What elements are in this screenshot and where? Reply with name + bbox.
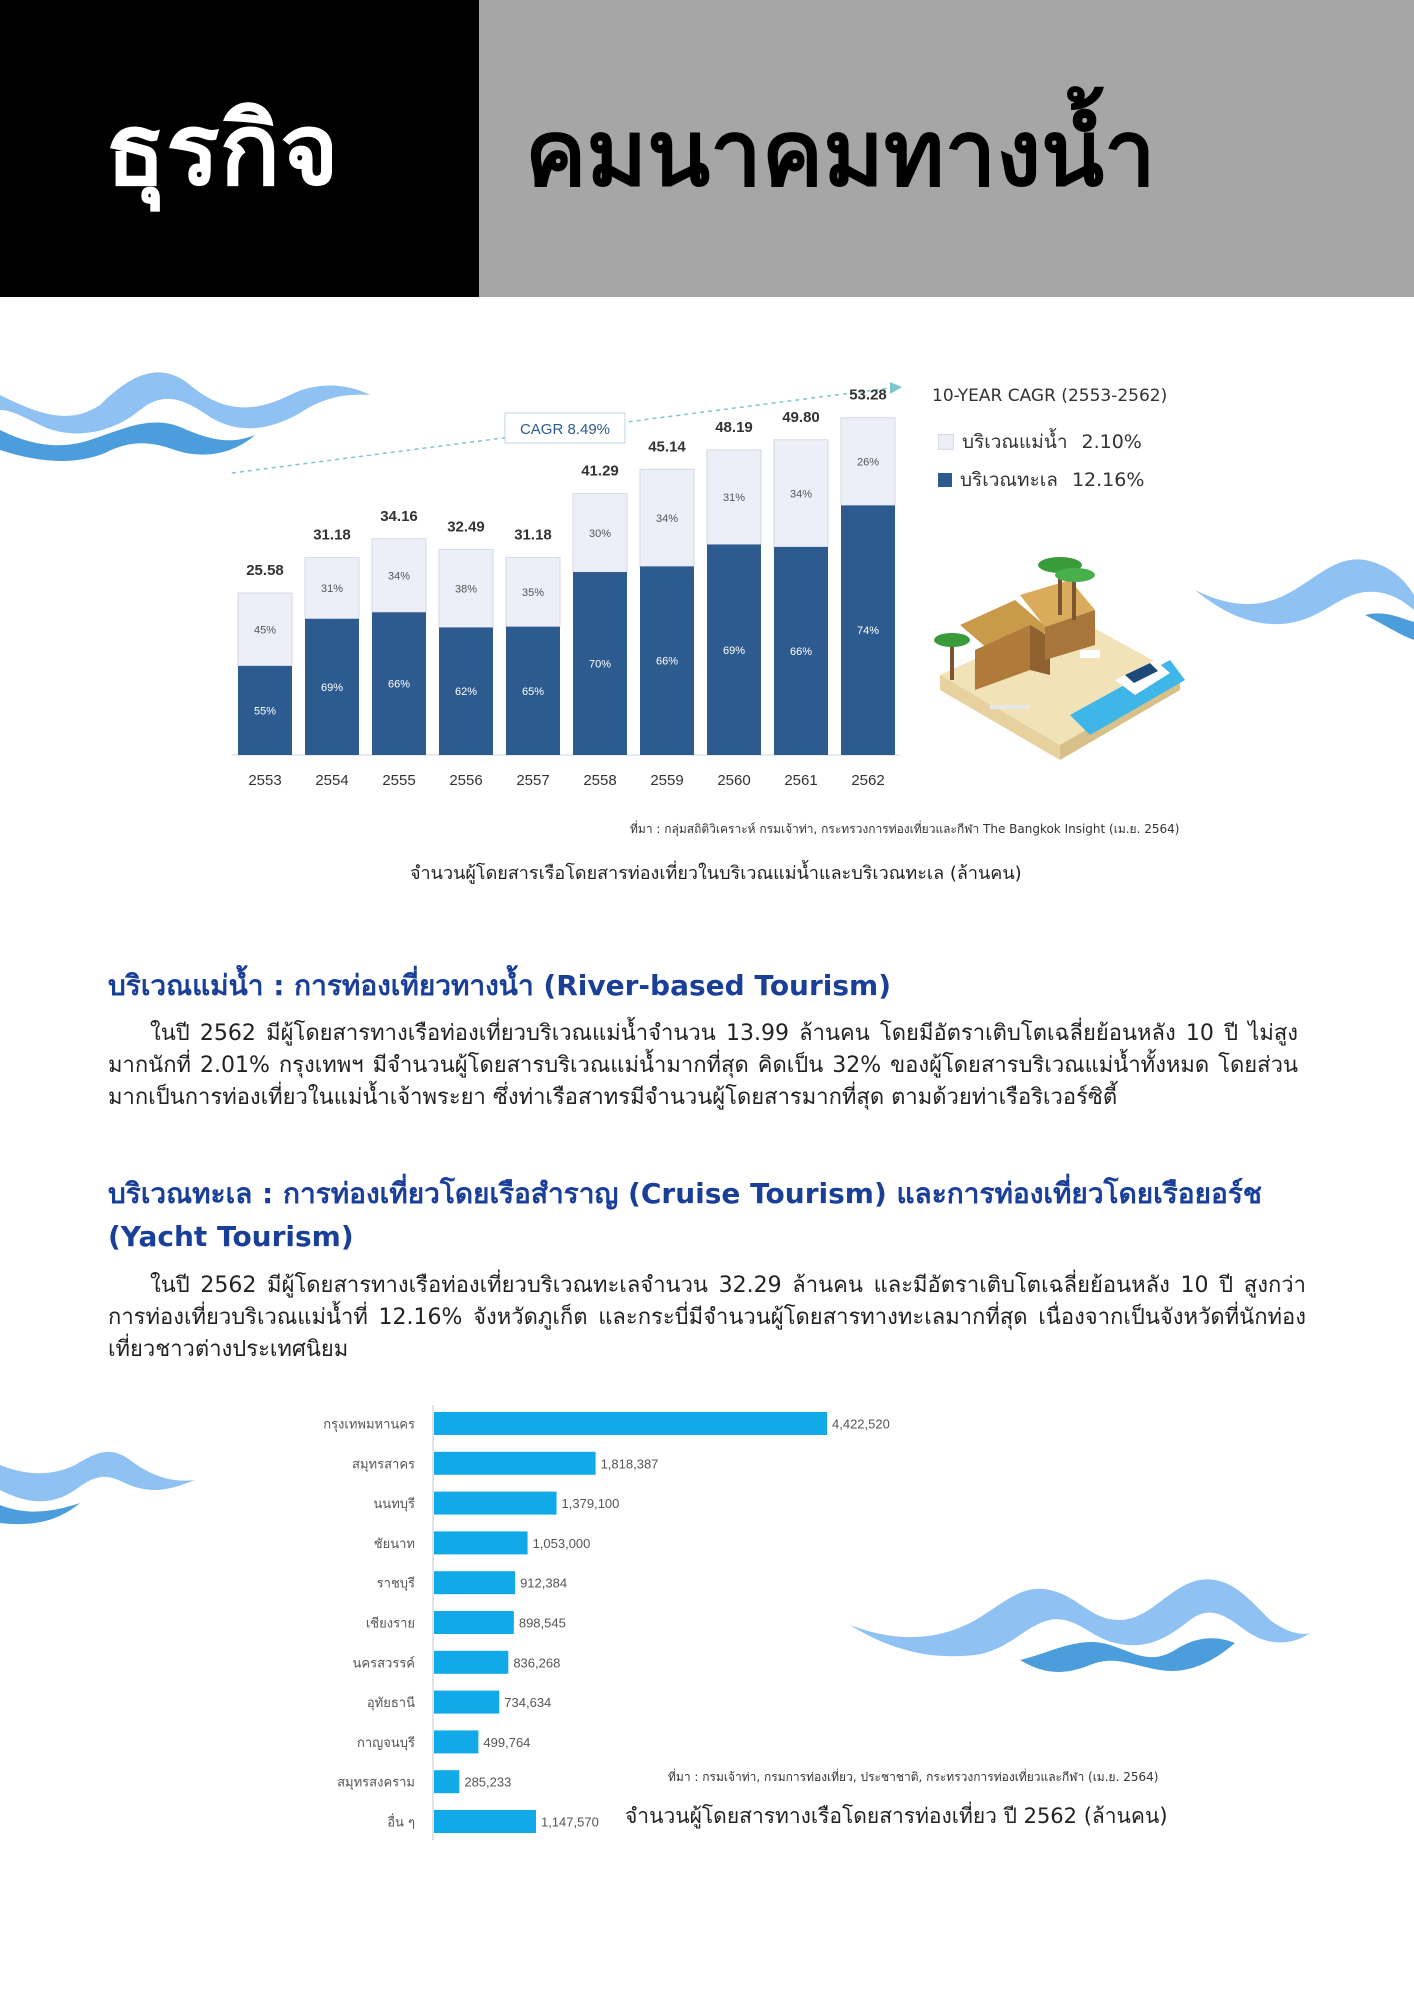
label-total-2556: 32.49 bbox=[447, 518, 485, 536]
hbar-value-7: 734,634 bbox=[504, 1695, 552, 1711]
label-total-2561: 49.80 bbox=[782, 408, 820, 426]
label-river-pct-2553: 45% bbox=[253, 624, 277, 637]
chart1-caption: จำนวนผู้โดยสารเรือโดยสารท่องเที่ยวในบริเวณแม่น้ำและบริเวณทะเล (ล้านคน) bbox=[410, 863, 1022, 884]
x-tick-2554: 2554 bbox=[315, 772, 349, 789]
label-river-pct-2555: 34% bbox=[387, 570, 411, 583]
hbar-1 bbox=[434, 1452, 596, 1475]
label-sea-pct-2560: 69% bbox=[722, 644, 746, 657]
hbar-9 bbox=[434, 1770, 459, 1793]
label-river-pct-2561: 34% bbox=[789, 488, 813, 501]
hbar-category-4: ราชบุรี bbox=[376, 1576, 415, 1592]
hbar-value-6: 836,268 bbox=[513, 1655, 561, 1671]
label-total-2559: 45.14 bbox=[648, 438, 686, 456]
label-river-pct-2562: 26% bbox=[856, 456, 880, 469]
header-title-water-transport: คมนาคมทางน้ำ bbox=[525, 100, 1156, 207]
label-total-2560: 48.19 bbox=[715, 418, 753, 436]
hbar-category-10: อื่น ๆ bbox=[387, 1815, 415, 1831]
section-sea-body: ในปี 2562 มีผู้โดยสารทางเรือท่องเที่ยวบริเวณทะเลจำนวน 32.29 ล้านคน และมีอัตราเติบโตเฉลี่ยย้อนหลัง 10 ปี สูงกว่าการท่องเที่ยวบริเวณแม่น้ำที่ 12.16% จังหวัดภูเก็ต และกระบี่มีจำนวนผู้โดยสารทางทะเลมากที่สุด เนื่องจากเป็นจังหวัดที่นักท่องเที่ยวชาวต่างประเทศนิยม bbox=[108, 1273, 1306, 1362]
legend-river-label: บริเวณแม่น้ำ bbox=[962, 431, 1068, 453]
hbar-7 bbox=[434, 1691, 499, 1714]
hbar-value-2: 1,379,100 bbox=[561, 1496, 620, 1512]
hbar-5 bbox=[434, 1611, 514, 1634]
label-total-2562: 53.28 bbox=[849, 386, 887, 404]
x-tick-2559: 2559 bbox=[650, 772, 684, 789]
label-river-pct-2557: 35% bbox=[521, 587, 545, 600]
hbar-0 bbox=[434, 1412, 827, 1435]
label-sea-pct-2558: 70% bbox=[588, 658, 612, 671]
hbar-2 bbox=[434, 1492, 557, 1515]
hbar-category-2: นนทบุรี bbox=[373, 1497, 415, 1513]
label-river-pct-2554: 31% bbox=[320, 583, 344, 596]
x-tick-2553: 2553 bbox=[248, 772, 282, 789]
hbar-category-7: อุทัยธานี bbox=[366, 1696, 415, 1712]
label-sea-pct-2557: 65% bbox=[521, 685, 545, 698]
hbar-value-0: 4,422,520 bbox=[832, 1416, 890, 1432]
label-river-pct-2560: 31% bbox=[722, 492, 746, 505]
label-river-pct-2559: 34% bbox=[655, 512, 679, 525]
x-tick-2555: 2555 bbox=[382, 772, 416, 789]
label-sea-pct-2559: 66% bbox=[655, 655, 679, 668]
hbar-category-3: ชัยนาท bbox=[373, 1536, 415, 1552]
hbar-3 bbox=[434, 1531, 528, 1554]
hbar-category-0: กรุงเทพมหานคร bbox=[323, 1417, 415, 1433]
label-total-2558: 41.29 bbox=[581, 462, 619, 480]
hbar-value-3: 1,053,000 bbox=[532, 1535, 591, 1551]
hbar-category-8: กาญจนบุรี bbox=[357, 1735, 415, 1751]
hbar-category-1: สมุทรสาคร bbox=[352, 1457, 415, 1473]
hbar-4 bbox=[434, 1571, 515, 1594]
hbar-category-6: นครสวรรค์ bbox=[352, 1656, 415, 1672]
hbar-value-5: 898,545 bbox=[518, 1615, 566, 1631]
hbar-value-10: 1,147,570 bbox=[540, 1814, 599, 1830]
section-sea-heading-line2: (Yacht Tourism) bbox=[108, 1220, 354, 1253]
chart2-caption: จำนวนผู้โดยสารทางเรือโดยสารท่องเที่ยว ปี 2562 (ล้านคน) bbox=[625, 1804, 1168, 1828]
x-tick-2560: 2560 bbox=[717, 772, 751, 789]
section-river-body: ในปี 2562 มีผู้โดยสารทางเรือท่องเที่ยวบริเวณแม่น้ำจำนวน 13.99 ล้านคน โดยมีอัตราเติบโตเฉลี่ยย้อนหลัง 10 ปี ไม่สูงมากนักที่ 2.01% กรุงเทพฯ มีจำนวนผู้โดยสารบริเวณแม่น้ำมากที่สุด คิดเป็น 32% ของผู้โดยสารบริเวณแม่น้ำทั้งหมด โดยส่วนมากเป็นการท่องเที่ยวในแม่น้ำเจ้าพระยา ซึ่งท่าเรือสาทรมีจำนวนผู้โดยสารมากที่สุด ตามด้วยท่าเรือริเวอร์ซิตี้ bbox=[108, 1021, 1298, 1110]
hbar-10 bbox=[434, 1810, 536, 1833]
label-sea-pct-2562: 74% bbox=[856, 625, 880, 638]
hbar-value-4: 912,384 bbox=[520, 1575, 568, 1591]
chart1-source: ที่มา : กลุ่มสถิติวิเคราะห์ กรมเจ้าท่า, กระทรวงการท่องเที่ยวและกีฬา The Bangkok Insight (เม.ย. 2564) bbox=[630, 822, 1180, 836]
x-tick-2562: 2562 bbox=[851, 772, 885, 789]
label-sea-pct-2555: 66% bbox=[387, 678, 411, 691]
section-river-heading: บริเวณแม่น้ำ : การท่องเที่ยวทางน้ำ (River-based Tourism) bbox=[108, 969, 892, 1002]
label-river-pct-2558: 30% bbox=[588, 527, 612, 540]
section-sea-heading-line1: บริเวณทะเล : การท่องเที่ยวโดยเรือสำราญ (Cruise Tourism) และการท่องเที่ยวโดยเรือยอร์ช bbox=[108, 1177, 1262, 1210]
chart-legend-title: 10-YEAR CAGR (2553-2562) bbox=[932, 386, 1168, 406]
x-tick-2557: 2557 bbox=[516, 772, 550, 789]
label-river-pct-2556: 38% bbox=[454, 583, 478, 596]
label-total-2554: 31.18 bbox=[313, 526, 351, 544]
label-total-2553: 25.58 bbox=[246, 562, 284, 580]
label-total-2555: 34.16 bbox=[380, 507, 418, 525]
legend-sea-label: บริเวณทะเล bbox=[960, 469, 1058, 491]
x-tick-2556: 2556 bbox=[449, 772, 483, 789]
hbar-6 bbox=[434, 1651, 508, 1674]
cagr-label: CAGR 8.49% bbox=[519, 421, 611, 438]
label-sea-pct-2553: 55% bbox=[253, 705, 277, 718]
header-title-business: ธุรกิจ bbox=[105, 91, 339, 208]
hbar-category-9: สมุทรสงคราม bbox=[337, 1775, 415, 1791]
x-tick-2558: 2558 bbox=[583, 772, 617, 789]
label-total-2557: 31.18 bbox=[514, 526, 552, 544]
hbar-value-1: 1,818,387 bbox=[600, 1456, 659, 1472]
hbar-category-5: เชียงราย bbox=[365, 1616, 415, 1632]
x-tick-2561: 2561 bbox=[784, 772, 818, 789]
hbar-value-8: 499,764 bbox=[483, 1734, 531, 1750]
label-sea-pct-2556: 62% bbox=[454, 686, 478, 699]
legend-sea-value: 12.16% bbox=[1071, 469, 1145, 491]
hbar-8 bbox=[434, 1730, 478, 1753]
chart2-source: ที่มา : กรมเจ้าท่า, กรมการท่องเที่ยว, ประชาชาติ, กระทรวงการท่องเที่ยวและกีฬา (เม.ย. 2564) bbox=[668, 1770, 1159, 1784]
label-sea-pct-2554: 69% bbox=[320, 681, 344, 694]
label-sea-pct-2561: 66% bbox=[789, 645, 813, 658]
hbar-value-9: 285,233 bbox=[464, 1774, 512, 1790]
legend-river-value: 2.10% bbox=[1081, 431, 1142, 453]
